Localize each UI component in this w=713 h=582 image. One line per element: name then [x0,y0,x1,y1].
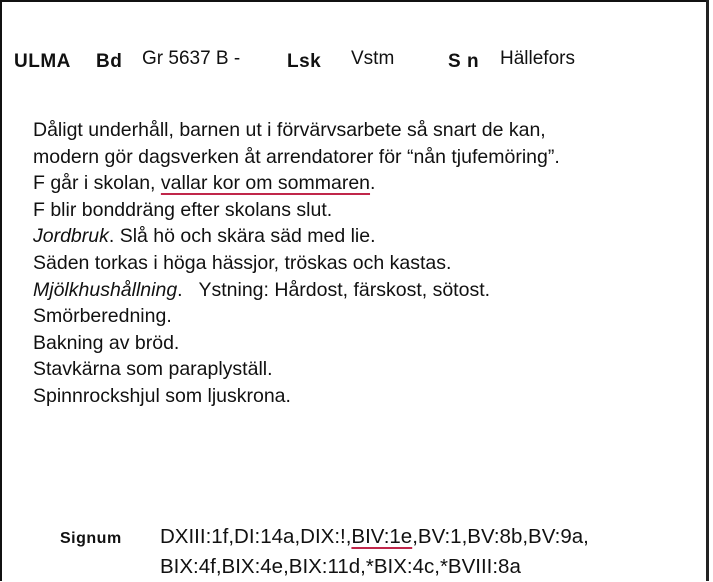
body-line: modern gör dagsverken åt arrendatorer för “nån tjufemöring”. [33,145,560,168]
body-line: Säden torkas i höga hässjor, tröskas och kastas. [33,251,452,274]
underlined-code: BIV:1e [351,525,413,548]
card-body [33,117,698,410]
body-text-segment: . Slå hö och skära säd med lie. [108,225,376,248]
body-line [33,223,698,250]
section-heading-jordbruk: Jordbruk [33,225,109,248]
lsk-label: Lsk [287,51,322,72]
card-border-left [0,0,2,581]
body-line: Smörberedning. [33,305,172,328]
signum-code-segment: ,BV:1,BV:8b,BV:9a, [412,525,589,548]
card-border-right [706,0,709,581]
signum-codes-line [160,522,589,552]
body-text-segment: F går i skolan, [33,172,161,195]
body-text-segment: . Ystning: Hårdost, färskost, sötost. [177,278,491,301]
sn-value: Hällefors [500,48,575,69]
signum-codes-line: BIX:4f,BIX:4e,BIX:11d,*BIX:4c,*BVIII:8a [160,555,521,578]
body-line: Spinnrockshjul som ljuskrona. [33,384,291,407]
body-line: Stavkärna som paraplyställ. [33,358,273,381]
body-line [33,170,698,197]
signum-label: Signum [60,530,122,547]
section-heading-mjolkhushallning: Mjölkhushållning [33,278,178,301]
signum-codes [160,522,589,582]
sn-label: S n [448,51,480,72]
body-line [33,277,698,304]
body-text-segment: . [370,172,376,195]
bd-label: Bd [96,51,123,72]
body-line: Bakning av bröd. [33,331,180,354]
bd-value: Gr 5637 B - [142,48,241,69]
underlined-phrase: vallar kor om sommaren [160,172,371,195]
lsk-value: Vstm [351,48,395,69]
body-line: F blir bonddräng efter skolans slut. [33,198,333,221]
signum-code-segment: DXIII:1f,DI:14a,DIX:!, [160,525,352,548]
body-line: Dåligt underhåll, barnen ut i förvärvsarbete så snart de kan, [33,119,546,141]
ulma-label: ULMA [14,51,71,72]
card-border-top [0,0,709,2]
